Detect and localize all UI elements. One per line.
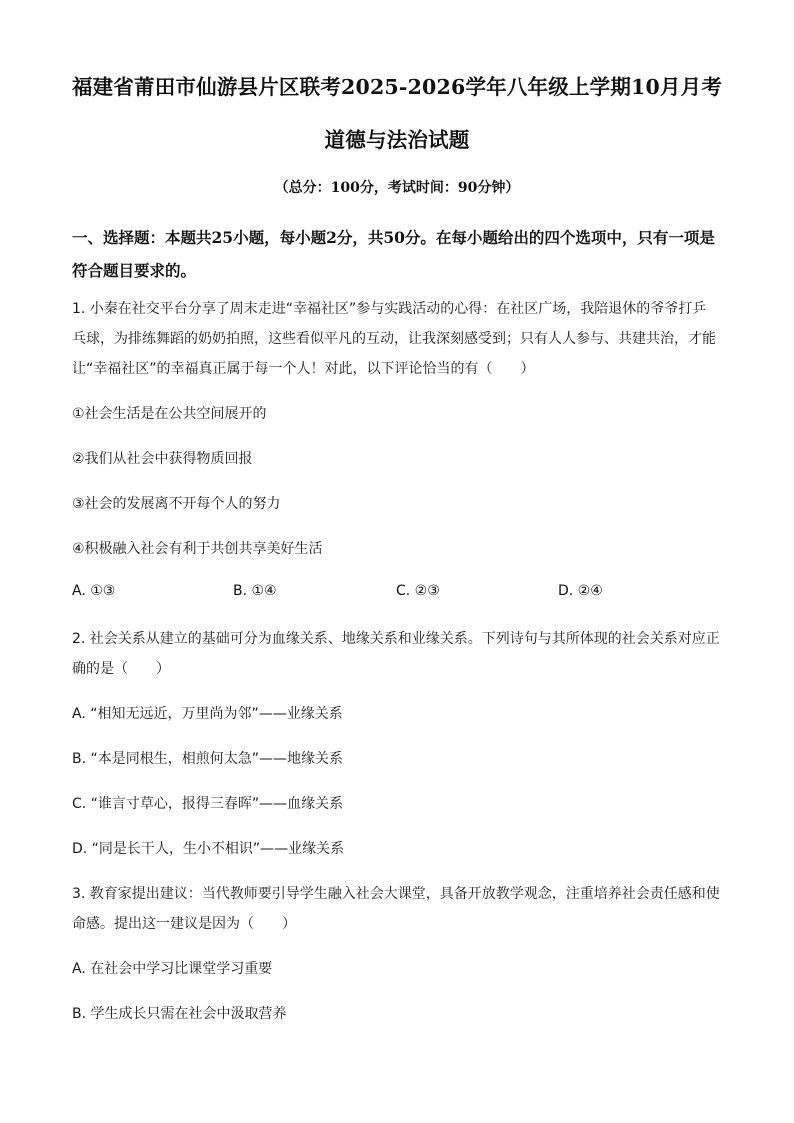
q2-option-d: D. “同是长干人，生小不相识”——业缘关系 — [72, 841, 345, 857]
exam-subtitle: （总分：100分，考试时间：90分钟） — [274, 180, 520, 196]
exam-title-line1: 福建省莆田市仙游县片区联考2025-2026学年八年级上学期10月月考 — [71, 75, 723, 99]
q1-option-b: B. ①④ — [233, 583, 277, 599]
q3-option-b: B. 学生成长只需在社会中汲取营养 — [72, 1006, 287, 1022]
q3-stem-line2: 命感。提出这一建议是因为（ ） — [72, 916, 296, 932]
q1-statement-2: ②我们从社会中获得物质回报 — [72, 451, 253, 467]
q2-stem-line1: 2. 社会关系从建立的基础可分为血缘关系、地缘关系和业缘关系。下列诗句与其所体现的社会关系对应正 — [72, 631, 720, 647]
q1-option-c: C. ②③ — [396, 583, 440, 599]
q1-statement-3: ③社会的发展离不开每个人的努力 — [72, 496, 281, 512]
section-heading: 一、选择题：本题共25小题，每小题2分，共50分。在每小题给出的四个选项中，只有一项是符合题目要求的。 — [72, 228, 715, 280]
q2-option-a: A. “相知无远近，万里尚为邻”——业缘关系 — [72, 706, 343, 722]
q1-option-a: A. ①③ — [72, 583, 116, 599]
q1-option-d: D. ②④ — [558, 583, 603, 599]
q2-option-b: B. “本是同根生，相煎何太急”——地缘关系 — [72, 751, 344, 767]
exam-title-line2: 道德与法治试题 — [324, 128, 470, 152]
q2-stem-line2: 确的是（ ） — [72, 661, 170, 677]
q1-stem-line1: 1. 小秦在社交平台分享了周末走进“幸福社区”参与实践活动的心得：在社区广场，我陪退休的爷爷打乒 — [72, 301, 707, 317]
q3-stem-line1: 3. 教育家提出建议：当代教师要引导学生融入社会大课堂，具备开放教学观念，注重培养社会责任感和使 — [72, 886, 720, 902]
q1-stem-line2: 乓球，为排练舞蹈的奶奶拍照，这些看似平凡的互动，让我深刻感受到；只有人人参与、共建共治，才能 — [72, 331, 716, 347]
q1-statement-1: ①社会生活是在公共空间展开的 — [72, 406, 267, 422]
q1-statement-4: ④积极融入社会有利于共创共享美好生活 — [72, 541, 323, 557]
q1-stem-line3: 让“幸福社区”的幸福真正属于每一个人！对此，以下评论恰当的有（ ） — [72, 361, 535, 377]
q2-option-c: C. “谁言寸草心，报得三春晖”——血缘关系 — [72, 796, 344, 812]
q3-option-a: A. 在社会中学习比课堂学习重要 — [72, 961, 273, 977]
